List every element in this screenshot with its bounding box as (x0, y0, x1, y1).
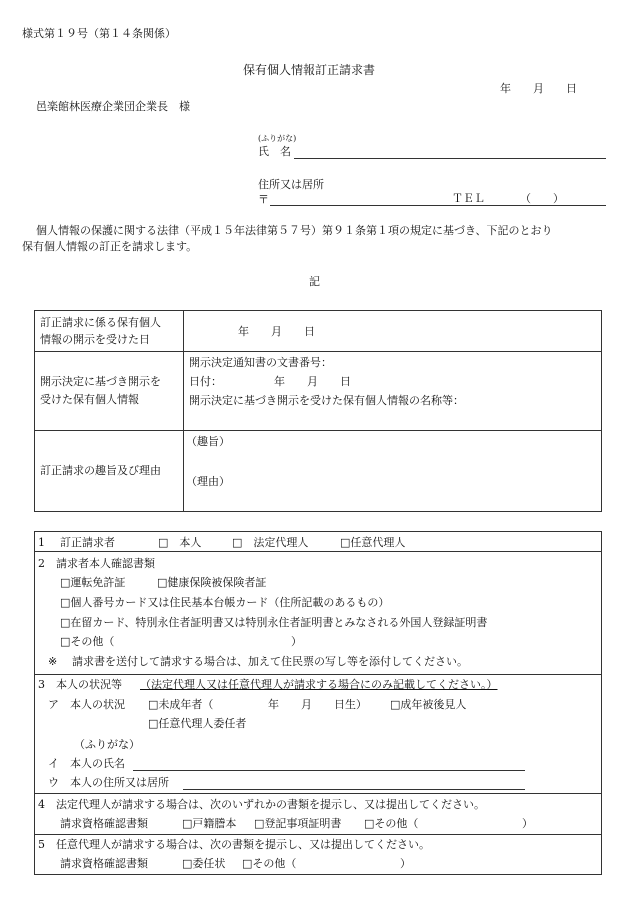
postal-mark: 〒 (258, 193, 269, 206)
reason-field[interactable]: （理由） (186, 475, 230, 488)
principal-status-label: ア 本人の状況 (48, 698, 125, 711)
form-number: 様式第１９号（第１４条関係） (22, 27, 176, 40)
principal-name-field[interactable] (133, 770, 525, 771)
tel-area-code[interactable]: （ ） (520, 192, 564, 205)
section-3-note: （法定代理人又は任意代理人が請求する場合にのみ記載してください。） (140, 678, 498, 691)
document-title: 保有個人情報訂正請求書 (243, 63, 376, 77)
principal-address-label: ウ 本人の住所又は居所 (48, 776, 169, 789)
notice-document-number[interactable]: 開示決定通知書の文書番号： (189, 356, 332, 369)
voluntary-agent-doc-label: 請求資格確認書類 (60, 857, 148, 870)
section-4-title: 4 法定代理人が請求する場合は、次のいずれかの書類を提示し、又は提出してください。 (38, 798, 485, 811)
requester-self-checkbox[interactable]: □ 本人 (158, 536, 202, 549)
voluntary-agent-other-close: ） (400, 857, 411, 870)
disclosure-date-label-1: 訂正請求に係る保有個人 (40, 316, 161, 329)
notice-date-value[interactable]: 年 月 日 (274, 375, 351, 388)
health-insurance-checkbox[interactable]: □健康保険被保険者証 (157, 576, 267, 589)
requester-legal-agent-checkbox[interactable]: □ 法定代理人 (232, 536, 309, 549)
drivers-license-checkbox[interactable]: □運転免許証 (60, 576, 126, 589)
ki-heading: 記 (309, 275, 320, 288)
purpose-reason-label: 訂正請求の趣旨及び理由 (40, 464, 161, 477)
mail-request-note: 請求書を送付して請求する場合は、加えて住民票の写し等を添付してください。 (72, 655, 468, 668)
notice-date-label: 日付： (189, 375, 222, 388)
legal-agent-other-checkbox[interactable]: □その他（ (364, 817, 419, 830)
voluntary-principal-checkbox[interactable]: □任意代理人委任者 (148, 717, 247, 730)
tel-label: ＴＥＬ (452, 192, 485, 205)
section-2-title: 2 請求者本人確認書類 (38, 557, 155, 570)
requester-voluntary-agent-checkbox[interactable]: □任意代理人 (340, 536, 406, 549)
disclosure-date-label-2: 情報の開示を受けた日 (40, 333, 150, 346)
legal-agent-other-close: ） (522, 817, 533, 830)
residence-card-checkbox[interactable]: □在留カード、特別永住者証明書又は特別永住者証明書とみなされる外国人登録証明書 (60, 616, 488, 629)
disclosed-info-label-1: 開示決定に基づき開示を (40, 375, 161, 388)
intro-line-2: 保有個人情報の訂正を請求します。 (22, 240, 198, 253)
note-mark: ※ (48, 655, 58, 668)
voluntary-agent-other-checkbox[interactable]: □その他（ (242, 857, 297, 870)
section-3-title: 3 本人の状況等 (38, 678, 122, 691)
disclosed-info-label-2: 受けた保有個人情報 (40, 393, 139, 406)
legal-agent-doc-label: 請求資格確認書類 (60, 817, 148, 830)
requester-label: 訂正請求者 (60, 536, 115, 549)
principal-address-field[interactable] (183, 789, 525, 790)
power-of-attorney-checkbox[interactable]: □委任状 (182, 857, 226, 870)
registry-cert-checkbox[interactable]: □登記事項証明書 (254, 817, 342, 830)
my-number-card-checkbox[interactable]: □個人番号カード又は住民基本台帳カード（住所記載のあるもの） (60, 596, 390, 609)
purpose-field[interactable]: （趣旨） (186, 435, 230, 448)
adult-ward-checkbox[interactable]: □成年被後見人 (390, 698, 467, 711)
section-1-number: 1 (38, 536, 45, 549)
family-register-checkbox[interactable]: □戸籍謄本 (182, 817, 237, 830)
other-id-close-paren: ） (291, 635, 302, 648)
intro-line-1: 個人情報の保護に関する法律（平成１５年法律第５７号）第９１条第１項の規定に基づき、下記のとおり (36, 224, 553, 237)
submission-date: 年 月 日 (500, 82, 577, 95)
disclosed-info-name[interactable]: 開示決定に基づき開示を受けた保有個人情報の名称等： (189, 394, 464, 407)
minor-checkbox[interactable]: □未成年者（ (148, 698, 214, 711)
principal-furigana-label: （ふりがな） (74, 738, 140, 751)
furigana-label: (ふりがな) (258, 134, 297, 143)
address-label: 住所又は居所 (258, 178, 324, 191)
disclosure-date-value[interactable]: 年 月 日 (238, 325, 315, 338)
section-5-title: 5 任意代理人が請求する場合は、次の書類を提示し、又は提出してください。 (38, 838, 430, 851)
principal-name-label: イ 本人の氏名 (48, 757, 125, 770)
name-label: 氏 名 (258, 145, 291, 158)
addressee: 邑楽館林医療企業団企業長 様 (36, 100, 190, 113)
name-field[interactable] (294, 158, 606, 159)
other-id-checkbox[interactable]: □その他（ (60, 635, 115, 648)
minor-birthdate[interactable]: 年 月 日生） (268, 698, 367, 711)
